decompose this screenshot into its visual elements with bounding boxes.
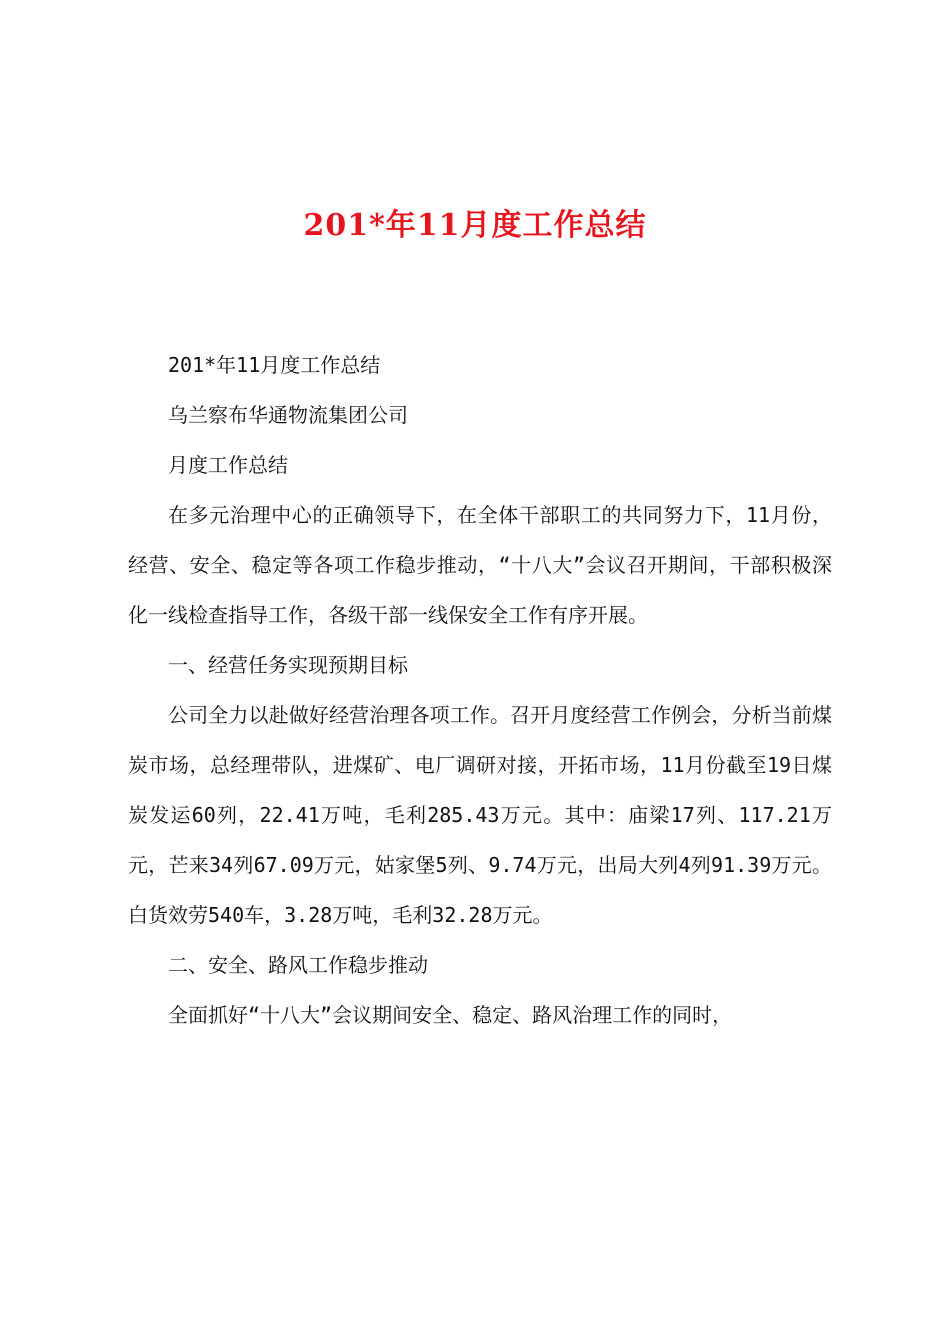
report-subtitle: 月度工作总结 (168, 453, 288, 477)
section-heading-1: 一、经营任务实现预期目标 (168, 653, 408, 677)
section-heading-2: 二、安全、路风工作稳步推动 (168, 953, 428, 977)
company-name: 乌兰察布华通物流集团公司 (168, 403, 408, 427)
section-1-paragraph: 公司全力以赴做好经营治理各项工作。召开月度经营工作例会，分析当前煤炭市场，总经理带队，进煤矿、电厂调研对接，开拓市场，11月份截至19日煤炭发运60列，22.41万吨，毛利285.43万元。其中：庙梁17列、117.21万元，芒来34列67.09万元，姑家堡5列、9.74万元，出局大列4列91.39万元。白货效劳540车，3.28万吨，毛利32.28万元。 (128, 703, 832, 927)
intro-paragraph: 在多元治理中心的正确领导下，在全体干部职工的共同努力下，11月份，经营、安全、稳定等各项工作稳步推动，“十八大”会议召开期间，干部积极深化一线检查指导工作，各级干部一线保安全工作有序开展。 (128, 503, 832, 627)
document-title: 201*年11月度工作总结 (303, 208, 647, 243)
section-2-paragraph: 全面抓好“十八大”会议期间安全、稳定、路风治理工作的同时， (168, 1003, 733, 1027)
heading-repeat: 201*年11月度工作总结 (168, 353, 381, 377)
document-body (128, 340, 832, 1040)
